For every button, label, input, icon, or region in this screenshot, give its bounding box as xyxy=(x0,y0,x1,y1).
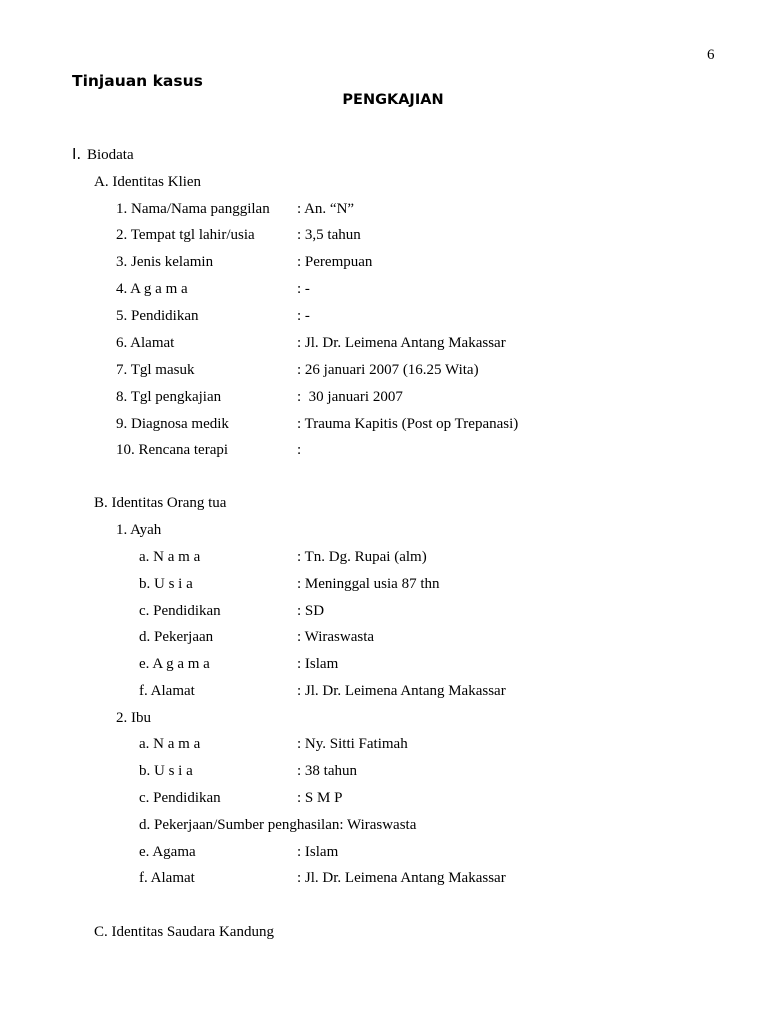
field-value: : Trauma Kapitis (Post op Trepanasi) xyxy=(297,416,519,432)
field-value: : SD xyxy=(297,603,325,619)
field-label: 10. Rencana terapi xyxy=(116,442,229,458)
field-value: : Meninggal usia 87 thn xyxy=(297,576,440,592)
field-label: d. Pekerjaan xyxy=(139,629,214,645)
field-value: : - xyxy=(297,308,310,324)
page-number: 6 xyxy=(707,47,715,63)
field-value: : Ny. Sitti Fatimah xyxy=(297,736,408,752)
field-label: 8. Tgl pengkajian xyxy=(116,389,222,405)
field-label: e. Agama xyxy=(139,844,196,860)
field-value: : S M P xyxy=(297,790,343,806)
part-biodata xyxy=(72,145,134,164)
field-value: : Jl. Dr. Leimena Antang Makassar xyxy=(297,335,506,351)
field-label: 6. Alamat xyxy=(116,335,175,351)
parents-identity-title: B. Identitas Orang tua xyxy=(94,495,227,511)
field-label: 4. A g a m a xyxy=(116,281,188,297)
field-label: 5. Pendidikan xyxy=(116,308,199,324)
field-label: b. U s i a xyxy=(139,763,193,779)
field-label: a. N a m a xyxy=(139,736,201,752)
field-label: 7. Tgl masuk xyxy=(116,362,195,378)
field-label: f. Alamat xyxy=(139,683,195,699)
page-heading: PENGKAJIAN xyxy=(342,92,444,108)
field-value: : Islam xyxy=(297,656,339,672)
field-label: e. A g a m a xyxy=(139,656,210,672)
field-value: : 30 januari 2007 xyxy=(297,389,403,405)
siblings-identity-title: C. Identitas Saudara Kandung xyxy=(94,924,274,940)
field-value: : An. “N” xyxy=(297,201,355,217)
field-value: : - xyxy=(297,281,310,297)
field-value: : 3,5 tahun xyxy=(297,227,361,243)
section-title: Tinjauan kasus xyxy=(72,72,203,90)
field-label: 9. Diagnosa medik xyxy=(116,416,229,432)
field-value: : Jl. Dr. Leimena Antang Makassar xyxy=(297,683,506,699)
field-value: : 38 tahun xyxy=(297,763,357,779)
part-title: Biodata xyxy=(86,147,134,163)
field-value: : Tn. Dg. Rupai (alm) xyxy=(297,549,427,565)
mother-title: 2. Ibu xyxy=(116,710,151,726)
field-label: b. U s i a xyxy=(139,576,193,592)
field-label: c. Pendidikan xyxy=(139,790,221,806)
part-numeral: I. xyxy=(72,145,82,163)
field-label: c. Pendidikan xyxy=(139,603,221,619)
field-value: : Perempuan xyxy=(297,254,373,270)
field-value: : 26 januari 2007 (16.25 Wita) xyxy=(297,362,479,378)
client-identity-title: A. Identitas Klien xyxy=(94,174,202,190)
field-label: 1. Nama/Nama panggilan xyxy=(116,201,270,217)
field-value: : Islam xyxy=(297,844,339,860)
field-value: : Jl. Dr. Leimena Antang Makassar xyxy=(297,870,506,886)
field-label: a. N a m a xyxy=(139,549,201,565)
father-title: 1. Ayah xyxy=(116,522,162,538)
field-label: f. Alamat xyxy=(139,870,195,886)
field-label: d. Pekerjaan/Sumber penghasilan: Wiraswasta xyxy=(139,817,417,833)
field-label: 2. Tempat tgl lahir/usia xyxy=(116,227,255,243)
field-value: : Wiraswasta xyxy=(297,629,375,645)
field-value: : xyxy=(297,442,302,458)
field-label: 3. Jenis kelamin xyxy=(116,254,214,270)
